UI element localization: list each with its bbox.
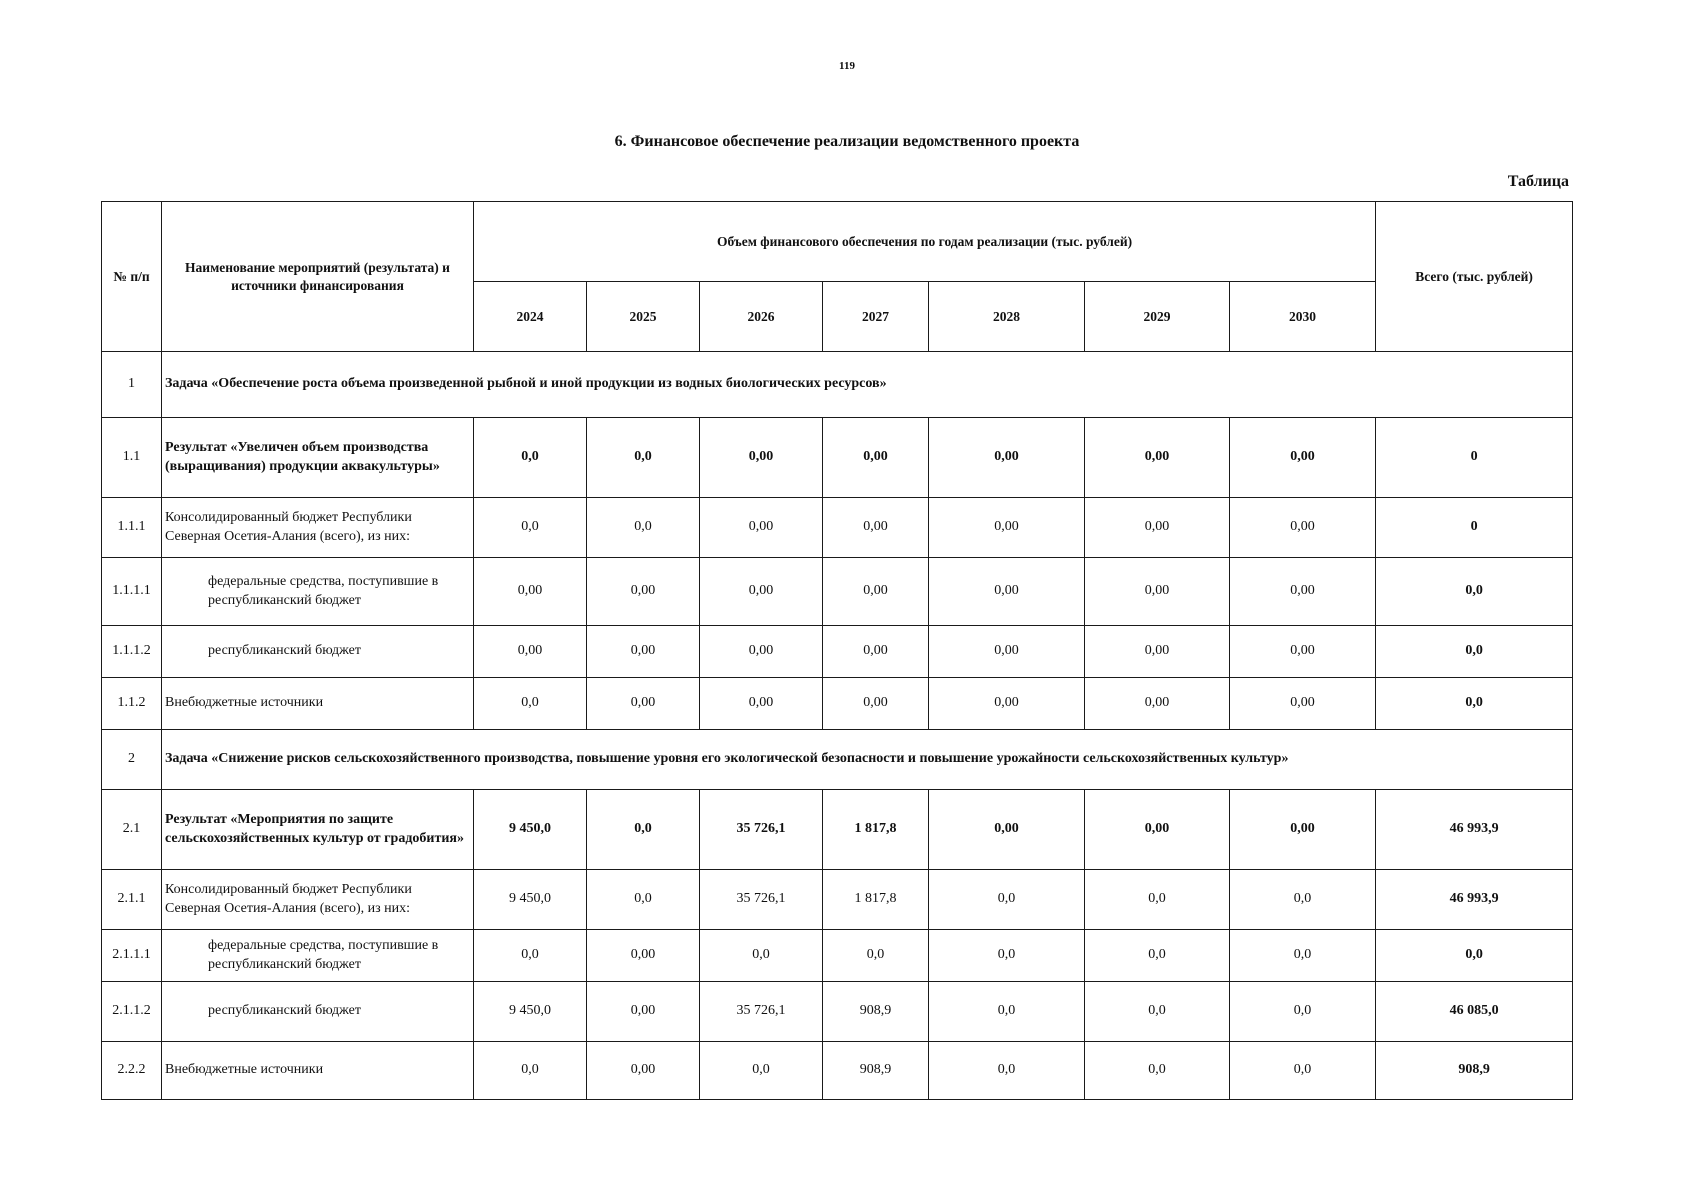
total-cell: 46 993,9	[1376, 790, 1573, 870]
table-row	[102, 498, 1573, 558]
value-cell: 0,00	[700, 498, 823, 558]
value-cell: 908,9	[823, 1042, 929, 1100]
value-cell: 0,00	[823, 498, 929, 558]
value-cell: 0,0	[474, 418, 587, 498]
value-cell: 0,0	[700, 930, 823, 982]
header-num: № п/п	[102, 202, 162, 352]
value-cell: 0,00	[1085, 498, 1230, 558]
value-cell: 0,0	[587, 790, 700, 870]
value-cell: 35 726,1	[700, 982, 823, 1042]
value-cell: 0,0	[823, 930, 929, 982]
value-cell: 0,0	[929, 870, 1085, 930]
table-row	[102, 1042, 1573, 1100]
value-cell: 0,0	[1230, 1042, 1376, 1100]
total-cell: 46 993,9	[1376, 870, 1573, 930]
total-cell: 908,9	[1376, 1042, 1573, 1100]
value-cell: 0,00	[1085, 626, 1230, 678]
header-year: 2029	[1085, 282, 1230, 352]
value-cell: 0,0	[1230, 982, 1376, 1042]
row-name: Внебюджетные источники	[162, 678, 474, 730]
header-name: Наименование мероприятий (результата) и источники финансирования	[162, 202, 474, 352]
row-name: Внебюджетные источники	[162, 1042, 474, 1100]
table-row	[102, 870, 1573, 930]
value-cell: 0,00	[1085, 790, 1230, 870]
value-cell: 0,00	[587, 1042, 700, 1100]
task-title: Задача «Обеспечение роста объема произведенной рыбной и иной продукции из водных биологических ресурсов»	[162, 352, 1573, 418]
value-cell: 0,0	[474, 498, 587, 558]
value-cell: 0,0	[587, 498, 700, 558]
task-title: Задача «Снижение рисков сельскохозяйственного производства, повышение уровня его экологической безопасности и повышение урожайности сельскохозяйственных культур»	[162, 730, 1573, 790]
value-cell: 9 450,0	[474, 870, 587, 930]
value-cell: 0,00	[1230, 498, 1376, 558]
value-cell: 35 726,1	[700, 870, 823, 930]
value-cell: 0,00	[700, 418, 823, 498]
value-cell: 0,0	[1230, 930, 1376, 982]
table-row	[102, 558, 1573, 626]
table-row	[102, 930, 1573, 982]
header-year: 2026	[700, 282, 823, 352]
value-cell: 0,00	[929, 558, 1085, 626]
row-number: 2.2.2	[102, 1042, 162, 1100]
row-number: 2.1.1.1	[102, 930, 162, 982]
value-cell: 35 726,1	[700, 790, 823, 870]
row-name: федеральные средства, поступившие в республиканский бюджет	[162, 930, 474, 982]
value-cell: 0,00	[823, 558, 929, 626]
value-cell: 0,00	[700, 678, 823, 730]
value-cell: 908,9	[823, 982, 929, 1042]
value-cell: 0,00	[929, 678, 1085, 730]
value-cell: 9 450,0	[474, 982, 587, 1042]
value-cell: 0,0	[929, 930, 1085, 982]
value-cell: 0,00	[587, 678, 700, 730]
table-body	[102, 352, 1573, 1100]
row-name: Результат «Мероприятия по защите сельскохозяйственных культур от градобития»	[162, 790, 474, 870]
value-cell: 0,00	[929, 790, 1085, 870]
value-cell: 0,00	[823, 626, 929, 678]
value-cell: 0,00	[587, 558, 700, 626]
header-year: 2024	[474, 282, 587, 352]
row-name: республиканский бюджет	[162, 982, 474, 1042]
task-row	[102, 730, 1573, 790]
total-cell: 0,0	[1376, 930, 1573, 982]
header-volume: Объем финансового обеспечения по годам реализации (тыс. рублей)	[474, 202, 1376, 282]
value-cell: 0,00	[587, 626, 700, 678]
value-cell: 0,00	[587, 930, 700, 982]
header-year: 2028	[929, 282, 1085, 352]
value-cell: 1 817,8	[823, 870, 929, 930]
value-cell: 0,0	[1085, 1042, 1230, 1100]
value-cell: 0,0	[1085, 982, 1230, 1042]
total-cell: 0,0	[1376, 558, 1573, 626]
row-name: федеральные средства, поступившие в республиканский бюджет	[162, 558, 474, 626]
page-number: 119	[839, 60, 855, 72]
value-cell: 0,00	[1085, 418, 1230, 498]
header-year: 2025	[587, 282, 700, 352]
row-name: Консолидированный бюджет Республики Северная Осетия-Алания (всего), из них:	[162, 498, 474, 558]
table-row	[102, 678, 1573, 730]
value-cell: 0,0	[700, 1042, 823, 1100]
total-cell: 46 085,0	[1376, 982, 1573, 1042]
financing-table	[101, 201, 1573, 1100]
value-cell: 0,0	[1085, 930, 1230, 982]
table-row	[102, 626, 1573, 678]
total-cell: 0	[1376, 418, 1573, 498]
value-cell: 0,00	[929, 626, 1085, 678]
row-number: 1.1.1.2	[102, 626, 162, 678]
task-row	[102, 352, 1573, 418]
row-name: Результат «Увеличен объем производства (выращивания) продукции аквакультуры»	[162, 418, 474, 498]
row-number: 2.1.1.2	[102, 982, 162, 1042]
row-number: 1.1.1.1	[102, 558, 162, 626]
value-cell: 0,00	[587, 982, 700, 1042]
table-row	[102, 790, 1573, 870]
row-number: 1	[102, 352, 162, 418]
total-cell: 0,0	[1376, 626, 1573, 678]
value-cell: 0,00	[1230, 418, 1376, 498]
value-cell: 0,00	[700, 558, 823, 626]
value-cell: 0,00	[823, 678, 929, 730]
value-cell: 0,00	[1230, 790, 1376, 870]
table-caption: Таблица	[1507, 173, 1569, 190]
value-cell: 0,0	[474, 678, 587, 730]
value-cell: 0,0	[587, 418, 700, 498]
table-row	[102, 982, 1573, 1042]
value-cell: 0,0	[1085, 870, 1230, 930]
value-cell: 0,00	[929, 498, 1085, 558]
row-name: Консолидированный бюджет Республики Северная Осетия-Алания (всего), из них:	[162, 870, 474, 930]
header-year: 2030	[1230, 282, 1376, 352]
value-cell: 0,00	[823, 418, 929, 498]
value-cell: 1 817,8	[823, 790, 929, 870]
value-cell: 9 450,0	[474, 790, 587, 870]
header-total: Всего (тыс. рублей)	[1376, 202, 1573, 352]
value-cell: 0,00	[474, 626, 587, 678]
row-number: 2.1.1	[102, 870, 162, 930]
row-number: 2	[102, 730, 162, 790]
row-number: 1.1.1	[102, 498, 162, 558]
row-name: республиканский бюджет	[162, 626, 474, 678]
value-cell: 0,00	[1230, 678, 1376, 730]
row-number: 2.1	[102, 790, 162, 870]
value-cell: 0,00	[1085, 678, 1230, 730]
value-cell: 0,0	[1230, 870, 1376, 930]
total-cell: 0,0	[1376, 678, 1573, 730]
value-cell: 0,0	[929, 982, 1085, 1042]
value-cell: 0,00	[1230, 626, 1376, 678]
header-year: 2027	[823, 282, 929, 352]
value-cell: 0,00	[700, 626, 823, 678]
value-cell: 0,00	[474, 558, 587, 626]
value-cell: 0,0	[587, 870, 700, 930]
value-cell: 0,00	[1230, 558, 1376, 626]
table-row	[102, 418, 1573, 498]
page-title: 6. Финансовое обеспечение реализации ведомственного проекта	[614, 133, 1080, 150]
row-number: 1.1	[102, 418, 162, 498]
value-cell: 0,00	[1085, 558, 1230, 626]
total-cell: 0	[1376, 498, 1573, 558]
value-cell: 0,0	[474, 1042, 587, 1100]
value-cell: 0,00	[929, 418, 1085, 498]
value-cell: 0,0	[474, 930, 587, 982]
table-header	[102, 202, 1573, 352]
value-cell: 0,0	[929, 1042, 1085, 1100]
row-number: 1.1.2	[102, 678, 162, 730]
